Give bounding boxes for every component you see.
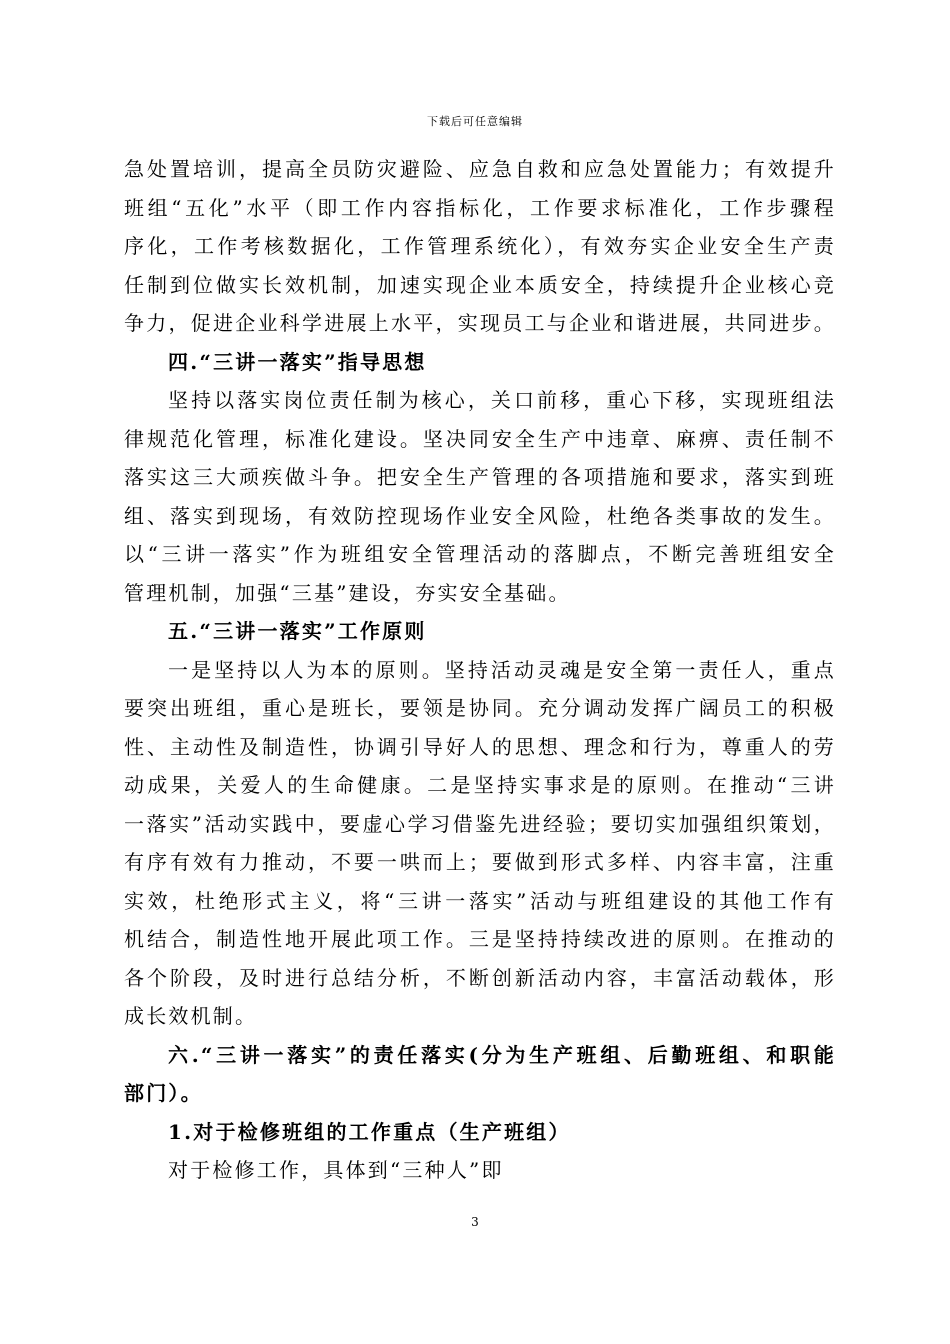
text-line: 一是坚持以人为本的原则。坚持活动灵魂是安全第一责任人，重点	[168, 657, 836, 682]
text-line: 班组“五化”水平（即工作内容指标化，工作要求标准化，工作步骤程	[124, 195, 836, 220]
text-line: 落实这三大顽疾做斗争。把安全生产管理的各项措施和要求，落实到班	[124, 465, 836, 489]
text-line: 律规范化管理，标准化建设。坚决同安全生产中违章、麻痹、责任制不	[124, 426, 836, 451]
section-heading-responsibility-cont: 部门）。	[124, 1081, 203, 1105]
text-line: 各个阶段，及时进行总结分析，不断创新活动内容，丰富活动载体，形	[124, 965, 836, 990]
text-line: 性、主动性及制造性，协调引导好人的思想、理念和行为，尊重人的劳	[124, 734, 836, 759]
text-line: 一落实”活动实践中，要虚心学习借鉴先进经验；要切实加强组织策划，	[124, 811, 836, 836]
section-heading-work-principles: 五.“三讲一落实”工作原则	[168, 619, 427, 643]
section-heading-guiding-thought: 四.“三讲一落实”指导思想	[168, 349, 427, 374]
text-line: 要突出班组，重心是班长，要领是协同。充分调动发挥广阔员工的积极	[124, 696, 836, 720]
text-line: 有序有效有力推动，不要一哄而上；要做到形式多样、内容丰富，注重	[124, 850, 836, 874]
text-line: 以“三讲一落实”作为班组安全管理活动的落脚点，不断完善班组安全	[124, 542, 836, 566]
text-line: 坚持以落实岗位责任制为核心，关口前移，重心下移，实现班组法	[168, 388, 836, 412]
section-heading-responsibility: 六.“三讲一落实”的责任落实(分为生产班组、后勤班组、和职能	[168, 1042, 836, 1067]
text-line: 急处置培训，提高全员防灾避险、应急自救和应急处置能力；有效提升	[124, 157, 836, 181]
text-line: 机结合，制造性地开展此项工作。三是坚持持续改进的原则。在推动的	[124, 927, 836, 951]
text-line: 组、落实到现场，有效防控现场作业安全风险，杜绝各类事故的发生。	[124, 503, 836, 528]
text-line: 任制到位做实长效机制，加速实现企业本质安全，持续提升企业核心竞	[124, 272, 836, 297]
text-line: 实效，杜绝形式主义，将“三讲一落实”活动与班组建设的其他工作有	[124, 888, 836, 913]
text-line: 争力，促进企业科学进展上水平，实现员工与企业和谐进展，共同进步。	[124, 311, 836, 335]
header-note: 下载后可任意编辑	[427, 115, 523, 128]
text-line: 对于检修工作，具体到“三种人”即	[168, 1158, 504, 1182]
document-body	[124, 150, 836, 1190]
subsection-heading-maintenance: 1.对于检修班组的工作重点（生产班组）	[168, 1119, 571, 1144]
text-line: 序化，工作考核数据化，工作管理系统化），有效夯实企业安全生产责	[124, 234, 836, 258]
text-line: 成长效机制。	[124, 1004, 258, 1028]
page-number: 3	[471, 1215, 479, 1229]
text-line: 管理机制，加强“三基”建设，夯实安全基础。	[124, 580, 571, 605]
text-line: 动成果，关爱人的生命健康。二是坚持实事求是的原则。在推动“三讲	[124, 773, 836, 797]
